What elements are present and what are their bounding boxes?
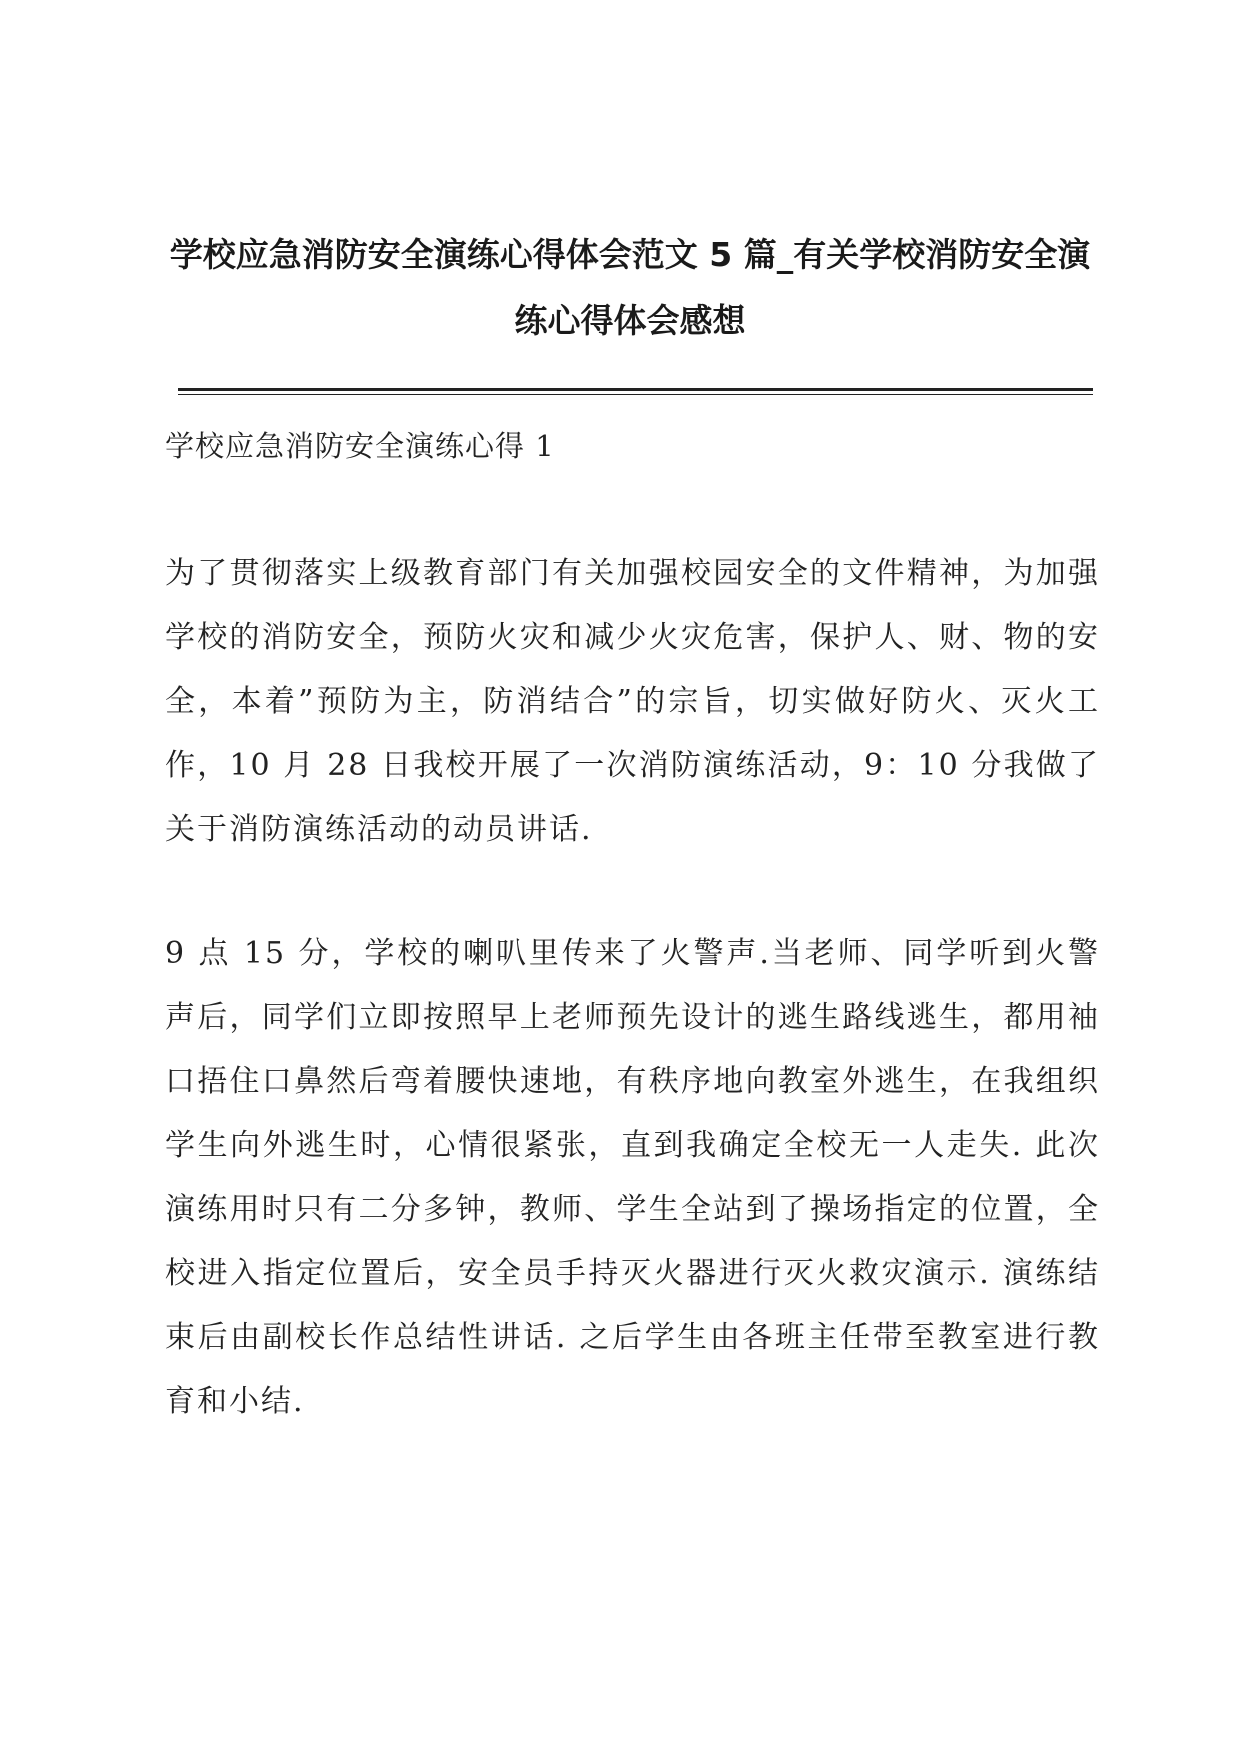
title-divider	[178, 388, 1093, 391]
body-paragraph: 为了贯彻落实上级教育部门有关加强校园安全的文件精神，为加强学校的消防安全，预防火灾和减少火灾危害，保护人、财、物的安全，本着”预防为主，防消结合”的宗旨，切实做好防火、灭火工作，10 月 28 日我校开展了一次消防演练活动，9：10 分我做了关于消防演练活动的动员讲话.	[165, 556, 1100, 847]
title-divider-thin	[178, 394, 1093, 395]
body-paragraph: 9 点 15 分，学校的喇叭里传来了火警声.当老师、同学听到火警声后，同学们立即按照早上老师预先设计的逃生路线逃生，都用袖口捂住口鼻然后弯着腰快速地，有秩序地向教室外逃生，在我组织学生向外逃生时，心情很紧张，直到我确定全校无一人走失. 此次演练用时只有二分多钟，教师、学生全站到了操场指定的位置，全校进入指定位置后，安全员手持灭火器进行灭火救灾演示. 演练结束后由副校长作总结性讲话. 之后学生由各班主任带至教室进行教育和小结.	[165, 936, 1100, 1419]
document-title: 学校应急消防安全演练心得体会范文 5 篇_有关学校消防安全演练心得体会感想	[169, 235, 1091, 340]
section-heading: 学校应急消防安全演练心得 1	[165, 429, 555, 463]
